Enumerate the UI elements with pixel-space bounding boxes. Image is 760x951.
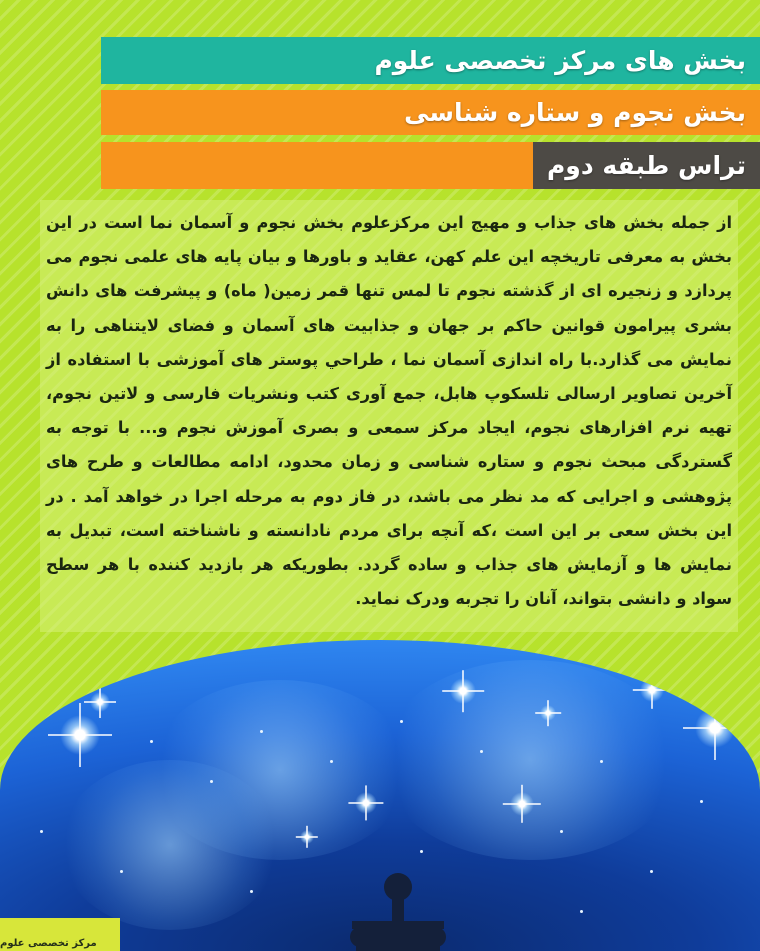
logo-badge [0,918,120,951]
description-text: از جمله بخش های جذاب و مهیج این مرکزعلوم بخش نجوم و آسمان نما است در این بخش به معرفی تاریخچه این علم کهن، عقاید و باورها و بیان پایه های علمی نجوم می پردازد و زنجیره ای از گذشته نجوم تا لمس تنها قمر زمین( ماه) و پیشرفت های دانش بشری پیرامون قوانین حاکم بر جهان و جذابیت های آسمان و فضای لایتناهی را به نمایش می گذارد.با راه اندازی آسمان نما ، طراحي پوستر های آموزشی با استفاده از آخرین تصاویر ارسالی تلسکوپ هابل، جمع آوری کتب ونشریات فارسی و لاتین نجوم، تهیه نرم افزارهای نجوم، ایجاد مرکز سمعی و بصری آموزش نجوم و... با توجه به گستردگی مبحث نجوم و ستاره شناسی و زمان محدود، ادامه مطالعات و طرح های پژوهشی و اجرایی که مد نظر می باشد، در فاز دوم به مرحله اجرا در خواهد آمد . در این بخش سعی بر این است ،که آنچه برای مردم نادانسته و ناشناخته است، تبدیل به نمایش ها و آزمایش های جذاب و ساده گردد. بطوریکه هر بازدید کننده با هر سطح سواد و دانشی بتواند، آنان را تجربه ودرک نماید. [46,213,732,609]
description-box [40,200,738,632]
subtitle-banner [101,90,760,135]
subtitle-text: بخش نجوم و ستاره شناسی [404,98,746,127]
location-text: تراس طبقه دوم [533,142,760,189]
logo-text: مرکز تخصصی علوم [0,938,97,949]
title-banner [101,37,760,84]
location-banner [101,142,760,189]
planetarium-projector-icon [330,865,460,951]
starry-sky-image [0,640,760,951]
title-text: بخش های مرکز تخصصی علوم [374,46,746,75]
